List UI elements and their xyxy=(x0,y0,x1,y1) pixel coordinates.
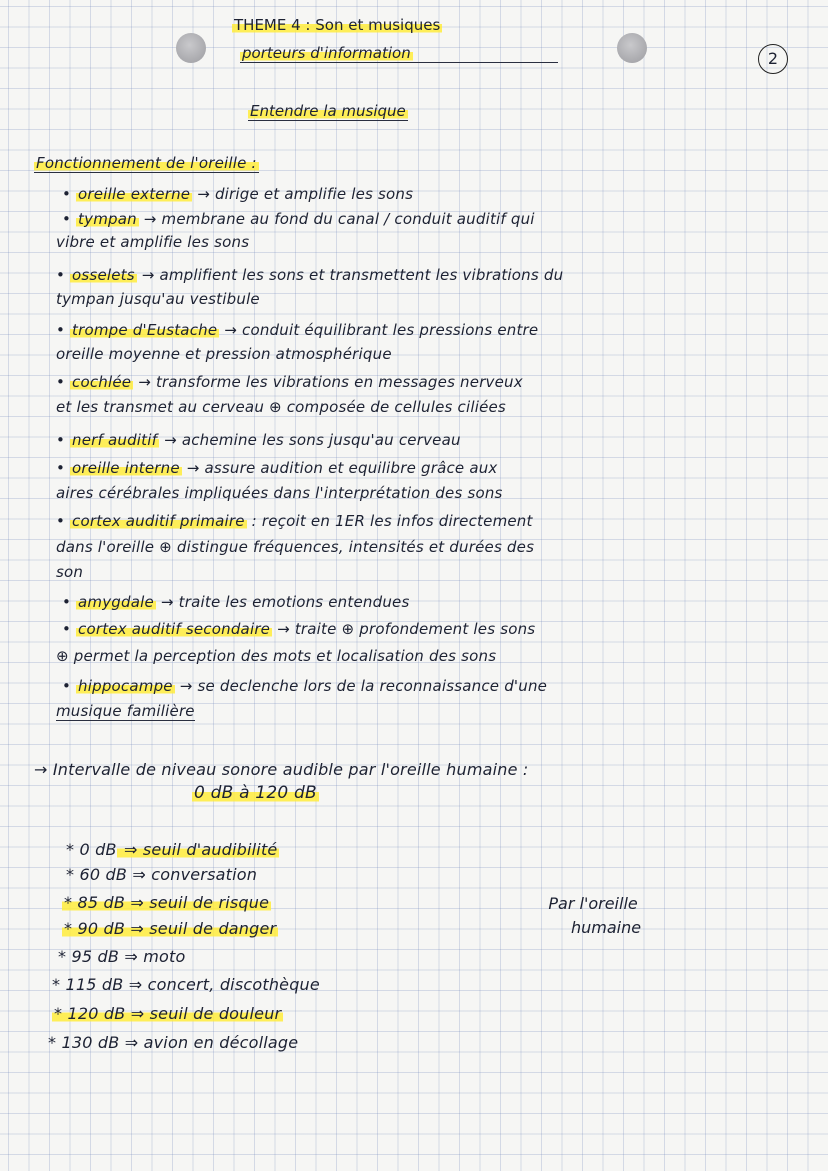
db-item-3: * 90 dB ⇒ seuil de danger xyxy=(64,919,277,938)
line-19: musique familière xyxy=(56,702,195,720)
db-item-6: * 120 dB ⇒ seuil de douleur xyxy=(54,1004,282,1023)
db-item-1: * 60 dB ⇒ conversation xyxy=(66,865,258,884)
interval-statement: → Intervalle de niveau sonore audible par l'oreille humaine : xyxy=(34,760,529,779)
line-5: • trompe d'Eustache → conduit équilibrant les pressions entre xyxy=(56,321,539,339)
line-13: dans l'oreille ⊕ distingue fréquences, intensités et durées des xyxy=(56,538,535,556)
title-line-2: porteurs d'information xyxy=(240,44,558,63)
line-17: ⊕ permet la perception des mots et localisation des sons xyxy=(56,647,497,665)
title-line-1: THEME 4 : Son et musiques xyxy=(234,16,441,34)
line-6: oreille moyenne et pression atmosphérique xyxy=(56,345,392,363)
db-item-2: * 85 dB ⇒ seuil de risque xyxy=(64,893,270,912)
line-10: • oreille interne → assure audition et equilibre grâce aux xyxy=(56,459,498,477)
line-11: aires cérébrales impliquées dans l'interprétation des sons xyxy=(56,484,503,502)
line-4: tympan jusqu'au vestibule xyxy=(56,290,260,308)
db-item-7: * 130 dB ⇒ avion en décollage xyxy=(48,1033,299,1052)
line-14: son xyxy=(56,563,84,581)
line-16: • cortex auditif secondaire → traite ⊕ profondement les sons xyxy=(62,620,536,638)
db-item-0: * 0 dB ⇒ seuil d'audibilité xyxy=(66,840,278,859)
binder-hole-left xyxy=(176,33,206,63)
line-9: • nerf auditif → achemine les sons jusqu'au cerveau xyxy=(56,431,461,449)
line-1: • tympan → membrane au fond du canal / conduit auditif qui xyxy=(62,210,535,228)
line-7: • cochlée → transforme les vibrations en messages nerveux xyxy=(56,373,523,391)
line-8: et les transmet au cerveau ⊕ composée de cellules ciliées xyxy=(56,398,506,416)
line-12: • cortex auditif primaire : reçoit en 1ER les infos directement xyxy=(56,512,533,530)
subtitle: Entendre la musique xyxy=(250,102,406,120)
side-note-line-1: Par l'oreille xyxy=(548,894,638,913)
line-0: • oreille externe → dirige et amplifie les sons xyxy=(62,185,414,203)
interval-range: 0 dB à 120 dB xyxy=(194,783,317,803)
side-note-line-2: humaine xyxy=(571,918,642,937)
binder-hole-right xyxy=(617,33,647,63)
side-note xyxy=(545,892,641,940)
line-18: • hippocampe → se declenche lors de la reconnaissance d'une xyxy=(62,677,548,695)
db-item-5: * 115 dB ⇒ concert, discothèque xyxy=(52,975,320,994)
line-15: • amygdale → traite les emotions entendues xyxy=(62,593,410,611)
page-number-circle: 2 xyxy=(758,44,788,74)
section-heading: Fonctionnement de l'oreille : xyxy=(36,154,257,172)
line-2: vibre et amplifie les sons xyxy=(56,233,250,251)
line-3: • osselets → amplifient les sons et transmettent les vibrations du xyxy=(56,266,564,284)
db-item-4: * 95 dB ⇒ moto xyxy=(58,947,186,966)
